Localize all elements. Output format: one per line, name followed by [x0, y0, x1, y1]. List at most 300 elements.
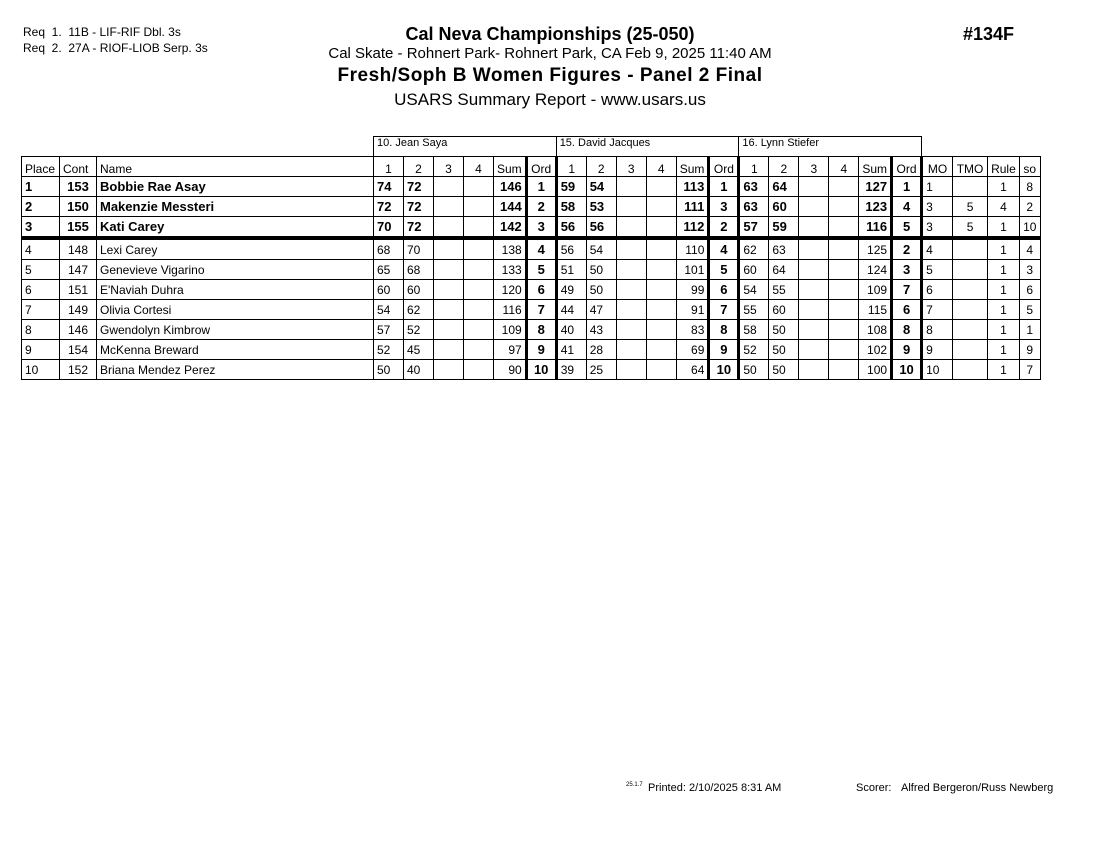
col-j3-ord: Ord	[892, 157, 922, 177]
cont-cell: 147	[60, 260, 97, 280]
col-j2-sum: Sum	[676, 157, 709, 177]
sum-cell: 90	[494, 360, 527, 380]
cont-cell: 150	[60, 197, 97, 217]
score-cell	[646, 217, 676, 239]
col-j2-fig2: 2	[586, 157, 616, 177]
score-cell: 44	[556, 300, 586, 320]
sum-cell: 144	[494, 197, 527, 217]
place-cell: 1	[22, 177, 60, 197]
software-version: 25.1.7	[626, 782, 643, 788]
rule-cell: 1	[988, 360, 1020, 380]
score-cell	[616, 260, 646, 280]
score-cell	[434, 360, 464, 380]
mo-cell: 3	[922, 197, 953, 217]
rule-cell: 1	[988, 238, 1020, 260]
ordinal-cell: 3	[892, 260, 922, 280]
ordinal-cell: 10	[526, 360, 556, 380]
sum-cell: 108	[859, 320, 892, 340]
name-cell: Olivia Cortesi	[97, 300, 374, 320]
sum-cell: 101	[676, 260, 709, 280]
col-j2-fig4: 4	[646, 157, 676, 177]
place-cell: 10	[22, 360, 60, 380]
col-j3-fig2: 2	[769, 157, 799, 177]
ordinal-cell: 4	[526, 238, 556, 260]
tmo-cell	[953, 260, 988, 280]
table-row	[22, 320, 1041, 340]
score-cell: 59	[556, 177, 586, 197]
ordinal-cell: 9	[892, 340, 922, 360]
rule-cell: 1	[988, 340, 1020, 360]
score-cell: 68	[404, 260, 434, 280]
cont-cell: 154	[60, 340, 97, 360]
rule-cell: 1	[988, 260, 1020, 280]
so-cell: 8	[1019, 177, 1040, 197]
score-cell	[616, 197, 646, 217]
score-cell: 55	[739, 300, 769, 320]
tmo-cell	[953, 300, 988, 320]
ordinal-cell: 1	[892, 177, 922, 197]
ordinal-cell: 7	[526, 300, 556, 320]
score-cell: 60	[404, 280, 434, 300]
tmo-cell	[953, 360, 988, 380]
printed-timestamp: Printed: 2/10/2025 8:31 AM	[648, 782, 782, 794]
so-cell: 5	[1019, 300, 1040, 320]
col-j3-fig4: 4	[829, 157, 859, 177]
col-mo: MO	[922, 157, 953, 177]
so-cell: 7	[1019, 360, 1040, 380]
score-cell: 40	[404, 360, 434, 380]
col-j1-fig3: 3	[434, 157, 464, 177]
tmo-cell	[953, 177, 988, 197]
score-cell	[799, 300, 829, 320]
score-cell	[434, 340, 464, 360]
ordinal-cell: 6	[526, 280, 556, 300]
score-cell	[464, 360, 494, 380]
score-cell: 56	[556, 217, 586, 239]
sum-cell: 109	[859, 280, 892, 300]
tmo-cell: 5	[953, 197, 988, 217]
mo-cell: 4	[922, 238, 953, 260]
table-row	[22, 300, 1041, 320]
ordinal-cell: 8	[892, 320, 922, 340]
score-cell: 60	[374, 280, 404, 300]
col-j3-sum: Sum	[859, 157, 892, 177]
so-cell: 1	[1019, 320, 1040, 340]
score-cell: 47	[586, 300, 616, 320]
sum-cell: 97	[494, 340, 527, 360]
score-cell: 52	[739, 340, 769, 360]
rule-cell: 1	[988, 177, 1020, 197]
cont-cell: 155	[60, 217, 97, 239]
mo-cell: 7	[922, 300, 953, 320]
mo-cell: 1	[922, 177, 953, 197]
score-cell: 62	[404, 300, 434, 320]
table-row	[22, 360, 1041, 380]
score-cell	[829, 197, 859, 217]
event-subtitle: Fresh/Soph B Women Figures - Panel 2 Final	[337, 65, 763, 86]
tmo-cell: 5	[953, 217, 988, 239]
cont-cell: 152	[60, 360, 97, 380]
table-row	[22, 238, 1041, 260]
ordinal-cell: 7	[709, 300, 739, 320]
score-cell: 72	[374, 197, 404, 217]
col-name: Name	[97, 157, 374, 177]
mo-cell: 6	[922, 280, 953, 300]
score-cell	[799, 260, 829, 280]
score-cell: 60	[739, 260, 769, 280]
score-cell	[799, 320, 829, 340]
ordinal-cell: 1	[526, 177, 556, 197]
place-cell: 9	[22, 340, 60, 360]
ordinal-cell: 2	[709, 217, 739, 239]
score-cell	[829, 280, 859, 300]
table-row	[22, 340, 1041, 360]
score-cell	[646, 320, 676, 340]
score-cell: 54	[739, 280, 769, 300]
score-cell	[434, 177, 464, 197]
ordinal-cell: 10	[709, 360, 739, 380]
scorer-names: Alfred Bergeron/Russ Newberg	[901, 782, 1054, 794]
score-cell: 50	[769, 320, 799, 340]
col-j2-fig3: 3	[616, 157, 646, 177]
score-cell	[829, 238, 859, 260]
score-cell	[799, 280, 829, 300]
sum-cell: 69	[676, 340, 709, 360]
rule-cell: 1	[988, 217, 1020, 239]
score-cell: 72	[404, 177, 434, 197]
score-cell: 50	[769, 360, 799, 380]
score-cell	[616, 300, 646, 320]
sum-cell: 112	[676, 217, 709, 239]
score-cell: 50	[769, 340, 799, 360]
table-row	[22, 177, 1041, 197]
place-cell: 7	[22, 300, 60, 320]
column-header-row	[22, 157, 1041, 177]
name-cell: E'Naviah Duhra	[97, 280, 374, 300]
score-cell: 63	[739, 197, 769, 217]
score-cell: 72	[404, 217, 434, 239]
score-cell	[464, 320, 494, 340]
name-cell: Bobbie Rae Asay	[97, 177, 374, 197]
ordinal-cell: 2	[526, 197, 556, 217]
score-cell	[616, 320, 646, 340]
col-j1-sum: Sum	[494, 157, 527, 177]
sum-cell: 109	[494, 320, 527, 340]
score-cell: 53	[586, 197, 616, 217]
tmo-cell	[953, 238, 988, 260]
so-cell: 6	[1019, 280, 1040, 300]
so-cell: 2	[1019, 197, 1040, 217]
score-cell	[434, 260, 464, 280]
cont-cell: 151	[60, 280, 97, 300]
score-cell	[464, 340, 494, 360]
score-cell	[434, 280, 464, 300]
name-cell: Gwendolyn Kimbrow	[97, 320, 374, 340]
score-cell	[434, 320, 464, 340]
score-cell: 58	[556, 197, 586, 217]
score-cell	[829, 260, 859, 280]
sum-cell: 115	[859, 300, 892, 320]
so-cell: 9	[1019, 340, 1040, 360]
score-cell	[799, 197, 829, 217]
so-cell: 10	[1019, 217, 1040, 239]
score-cell	[646, 300, 676, 320]
score-cell: 45	[404, 340, 434, 360]
so-cell: 3	[1019, 260, 1040, 280]
sum-cell: 146	[494, 177, 527, 197]
report-name: USARS Summary Report - www.usars.us	[394, 90, 706, 109]
sum-cell: 64	[676, 360, 709, 380]
judge-header-row	[22, 137, 1041, 157]
score-cell: 68	[374, 238, 404, 260]
score-cell	[646, 197, 676, 217]
score-cell: 70	[374, 217, 404, 239]
tmo-cell	[953, 340, 988, 360]
score-cell: 60	[769, 197, 799, 217]
col-j2-ord: Ord	[709, 157, 739, 177]
score-cell: 43	[586, 320, 616, 340]
col-so: so	[1019, 157, 1040, 177]
score-cell: 58	[739, 320, 769, 340]
judge-1-name: 10. Jean Saya	[374, 137, 557, 157]
score-cell: 72	[404, 197, 434, 217]
score-cell: 63	[739, 177, 769, 197]
sum-cell: 83	[676, 320, 709, 340]
score-cell: 54	[586, 238, 616, 260]
ordinal-cell: 5	[709, 260, 739, 280]
rule-cell: 1	[988, 300, 1020, 320]
sum-cell: 116	[859, 217, 892, 239]
score-cell: 64	[769, 177, 799, 197]
score-cell	[464, 280, 494, 300]
sum-cell: 138	[494, 238, 527, 260]
ordinal-cell: 10	[892, 360, 922, 380]
score-cell	[799, 360, 829, 380]
place-cell: 2	[22, 197, 60, 217]
score-cell: 64	[769, 260, 799, 280]
score-cell: 62	[739, 238, 769, 260]
score-cell: 25	[586, 360, 616, 380]
ordinal-cell: 2	[892, 238, 922, 260]
table-row	[22, 280, 1041, 300]
score-cell	[616, 360, 646, 380]
score-cell: 41	[556, 340, 586, 360]
score-cell	[434, 238, 464, 260]
score-cell: 39	[556, 360, 586, 380]
name-cell: Genevieve Vigarino	[97, 260, 374, 280]
ordinal-cell: 9	[709, 340, 739, 360]
score-cell	[616, 177, 646, 197]
score-cell: 65	[374, 260, 404, 280]
ordinal-cell: 4	[892, 197, 922, 217]
score-cell	[616, 217, 646, 239]
requirement-2: Req 2. 27A - RIOF-LIOB Serp. 3s	[23, 41, 208, 55]
sum-cell: 125	[859, 238, 892, 260]
event-number: #134F	[963, 24, 1015, 44]
sum-cell: 113	[676, 177, 709, 197]
mo-cell: 8	[922, 320, 953, 340]
cont-cell: 146	[60, 320, 97, 340]
score-cell: 57	[739, 217, 769, 239]
name-cell: Lexi Carey	[97, 238, 374, 260]
score-cell: 59	[769, 217, 799, 239]
score-cell: 52	[404, 320, 434, 340]
rule-cell: 1	[988, 280, 1020, 300]
score-cell: 57	[374, 320, 404, 340]
score-cell	[646, 360, 676, 380]
tmo-cell	[953, 280, 988, 300]
sum-cell: 100	[859, 360, 892, 380]
score-cell	[799, 340, 829, 360]
col-j3-fig1: 1	[739, 157, 769, 177]
score-cell: 50	[586, 280, 616, 300]
score-cell: 60	[769, 300, 799, 320]
col-j1-fig2: 2	[404, 157, 434, 177]
name-cell: Kati Carey	[97, 217, 374, 239]
score-cell	[616, 280, 646, 300]
table-row	[22, 217, 1041, 239]
cont-cell: 148	[60, 238, 97, 260]
score-cell	[829, 320, 859, 340]
scorer-label: Scorer:	[856, 782, 892, 794]
name-cell: McKenna Breward	[97, 340, 374, 360]
score-cell: 56	[586, 217, 616, 239]
score-cell: 55	[769, 280, 799, 300]
mo-cell: 9	[922, 340, 953, 360]
score-cell: 56	[556, 238, 586, 260]
judge-2-name: 15. David Jacques	[556, 137, 739, 157]
cont-cell: 153	[60, 177, 97, 197]
score-cell	[434, 197, 464, 217]
score-cell	[464, 238, 494, 260]
score-cell: 54	[586, 177, 616, 197]
col-j3-fig3: 3	[799, 157, 829, 177]
score-cell: 50	[374, 360, 404, 380]
sum-cell: 91	[676, 300, 709, 320]
page-title: Cal Neva Championships (25-050)	[405, 24, 695, 44]
ordinal-cell: 5	[526, 260, 556, 280]
sum-cell: 120	[494, 280, 527, 300]
score-cell	[799, 238, 829, 260]
mo-cell: 3	[922, 217, 953, 239]
ordinal-cell: 5	[892, 217, 922, 239]
col-j1-ord: Ord	[526, 157, 556, 177]
col-j1-fig1: 1	[374, 157, 404, 177]
place-cell: 3	[22, 217, 60, 239]
judge-3-name: 16. Lynn Stiefer	[739, 137, 922, 157]
so-cell: 4	[1019, 238, 1040, 260]
score-cell: 40	[556, 320, 586, 340]
ordinal-cell: 4	[709, 238, 739, 260]
score-cell	[434, 300, 464, 320]
results-table	[21, 136, 1041, 380]
score-cell: 49	[556, 280, 586, 300]
score-cell	[464, 177, 494, 197]
ordinal-cell: 6	[709, 280, 739, 300]
score-cell	[799, 177, 829, 197]
name-cell: Makenzie Messteri	[97, 197, 374, 217]
col-place: Place	[22, 157, 60, 177]
venue-date: Cal Skate - Rohnert Park- Rohnert Park, CA Feb 9, 2025 11:40 AM	[328, 45, 772, 62]
score-cell	[464, 260, 494, 280]
ordinal-cell: 3	[526, 217, 556, 239]
place-cell: 4	[22, 238, 60, 260]
ordinal-cell: 6	[892, 300, 922, 320]
score-cell: 50	[739, 360, 769, 380]
score-cell: 52	[374, 340, 404, 360]
score-cell: 50	[586, 260, 616, 280]
mo-cell: 5	[922, 260, 953, 280]
col-j1-fig4: 4	[464, 157, 494, 177]
sum-cell: 116	[494, 300, 527, 320]
ordinal-cell: 9	[526, 340, 556, 360]
score-cell	[464, 197, 494, 217]
score-cell: 70	[404, 238, 434, 260]
score-cell	[616, 238, 646, 260]
col-rule: Rule	[988, 157, 1020, 177]
place-cell: 5	[22, 260, 60, 280]
sum-cell: 111	[676, 197, 709, 217]
sum-cell: 133	[494, 260, 527, 280]
score-cell: 51	[556, 260, 586, 280]
ordinal-cell: 8	[526, 320, 556, 340]
score-cell	[829, 300, 859, 320]
score-cell	[464, 217, 494, 239]
col-tmo: TMO	[953, 157, 988, 177]
place-cell: 8	[22, 320, 60, 340]
score-cell	[799, 217, 829, 239]
ordinal-cell: 1	[709, 177, 739, 197]
ordinal-cell: 8	[709, 320, 739, 340]
score-cell: 74	[374, 177, 404, 197]
mo-cell: 10	[922, 360, 953, 380]
sum-cell: 99	[676, 280, 709, 300]
ordinal-cell: 7	[892, 280, 922, 300]
score-cell	[829, 217, 859, 239]
tmo-cell	[953, 320, 988, 340]
score-cell	[616, 340, 646, 360]
score-cell	[434, 217, 464, 239]
ordinal-cell: 3	[709, 197, 739, 217]
rule-cell: 4	[988, 197, 1020, 217]
rule-cell: 1	[988, 320, 1020, 340]
score-cell: 54	[374, 300, 404, 320]
name-cell: Briana Mendez Perez	[97, 360, 374, 380]
sum-cell: 123	[859, 197, 892, 217]
score-cell	[646, 238, 676, 260]
cont-cell: 149	[60, 300, 97, 320]
score-cell: 63	[769, 238, 799, 260]
score-cell	[464, 300, 494, 320]
sum-cell: 110	[676, 238, 709, 260]
col-cont: Cont	[60, 157, 97, 177]
col-j2-fig1: 1	[556, 157, 586, 177]
score-cell	[829, 177, 859, 197]
sum-cell: 127	[859, 177, 892, 197]
score-cell	[829, 340, 859, 360]
score-cell	[646, 280, 676, 300]
score-cell	[646, 340, 676, 360]
table-row	[22, 260, 1041, 280]
place-cell: 6	[22, 280, 60, 300]
requirement-1: Req 1. 11B - LIF-RIF Dbl. 3s	[23, 25, 181, 39]
score-cell: 28	[586, 340, 616, 360]
table-row	[22, 197, 1041, 217]
sum-cell: 124	[859, 260, 892, 280]
score-cell	[646, 260, 676, 280]
sum-cell: 102	[859, 340, 892, 360]
score-cell	[829, 360, 859, 380]
